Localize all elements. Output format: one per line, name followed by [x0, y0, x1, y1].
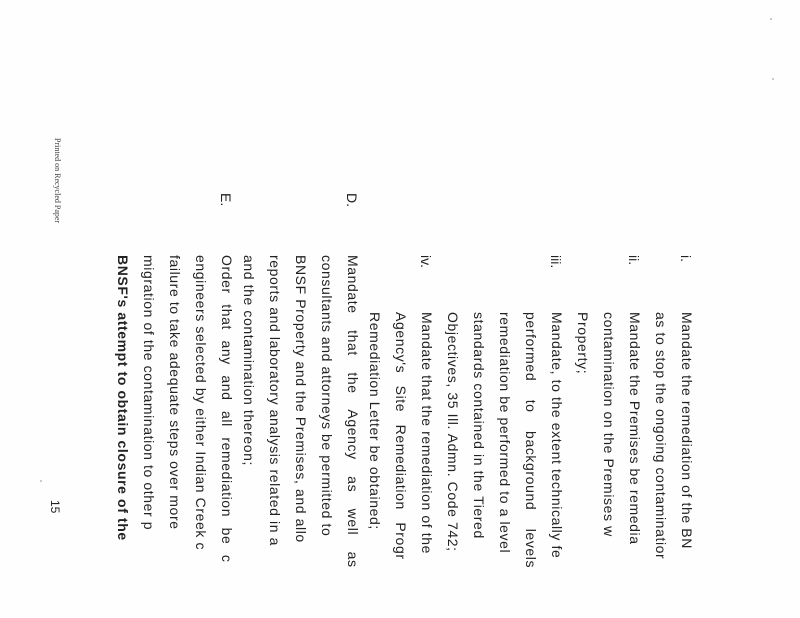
item-marker-ii: ii. — [626, 255, 642, 266]
section-d-line-2: consultants and attorneys be permitted to — [319, 255, 335, 537]
section-e-line-2: engineers selected by either Indian Creek c — [193, 255, 209, 551]
section-e-line-5: BNSF's attempt to obtain closure of the — [115, 255, 131, 541]
section-marker-e: E. — [218, 193, 234, 207]
recycled-paper-footer: Printed on Recycled Paper — [53, 138, 62, 224]
item-iii-line-2: performed to background levels — [523, 312, 539, 569]
section-e-line-4: migration of the contamination to other p — [141, 255, 157, 531]
section-marker-d: D. — [344, 193, 360, 207]
section-e-line-3: failure to take adequate steps over more — [167, 255, 183, 530]
section-d-line-5: and the contamination thereon; — [241, 255, 257, 467]
item-marker-i: i. — [678, 255, 694, 262]
item-marker-iv: iv. — [418, 255, 434, 268]
item-ii-line-1: Mandate the Premises be remedia — [627, 312, 643, 545]
section-d-line-1: Mandate that the Agency as well as — [345, 255, 361, 568]
item-iii-line-5: Objectives, 35 Ill. Admn. Code 742; — [445, 312, 461, 552]
item-iv-line-1: Mandate that the remediation of the — [419, 312, 435, 555]
item-iii-line-3: remediation be performed to a level — [497, 312, 513, 554]
item-marker-iii: iii. — [548, 255, 564, 269]
section-d-line-4: reports and laboratory analysis related in a — [267, 255, 283, 546]
section-e-line-1: Order that any and all remediation be c — [219, 255, 235, 563]
item-ii-line-3: Property; — [575, 312, 591, 375]
item-ii-line-2: contamination on the Premises w — [601, 312, 617, 537]
item-iv-line-2: Agency's Site Remediation Progr — [393, 312, 409, 560]
item-iii-line-1: Mandate, to the extent technically fe — [549, 312, 565, 559]
page-number: 15 — [48, 500, 62, 514]
item-i-line-1: Mandate the remediation of the BN — [679, 312, 695, 549]
item-i-line-2: as to stop the ongoing contaminatior — [653, 312, 669, 560]
item-iii-line-4: standards contained in the Tiered — [471, 312, 487, 539]
item-iv-line-3: Remediation Letter be obtained; — [367, 312, 383, 530]
section-d-line-3: BNSF Property and the Premises, and allo — [293, 255, 309, 543]
